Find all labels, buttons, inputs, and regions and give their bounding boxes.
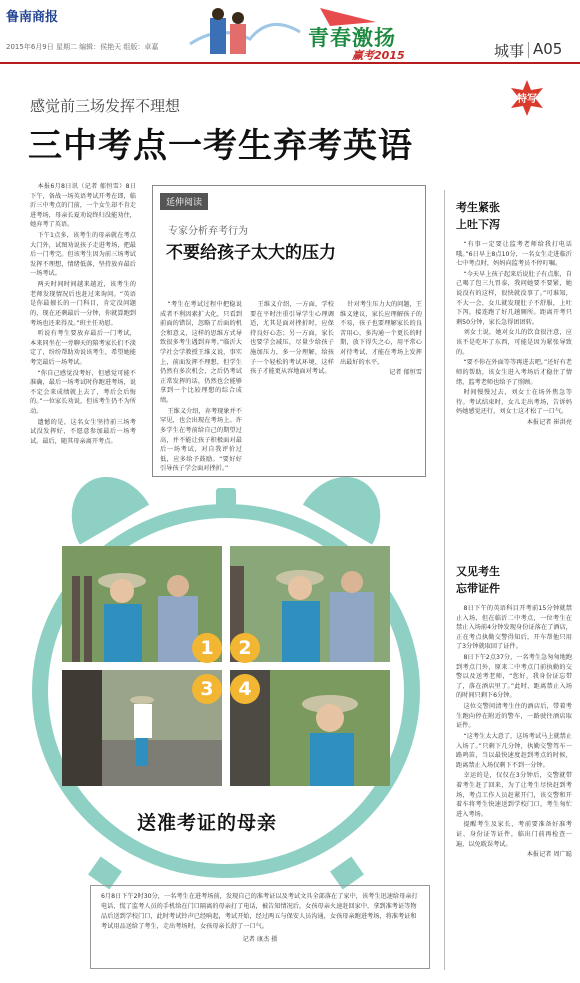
paragraph: “你自己感觉没考好，但感觉可能不准确，最后一场考试时你跑进考场，说不定会来成绩就上去了，考后会后悔的。”一位家长劝说，但该考生仍不为所动。 — [30, 369, 136, 416]
right-story-1-body — [456, 240, 572, 555]
section-divider — [528, 42, 529, 58]
paragraph: 下午1点多，该考生的母亲就在考点大门外，试图劝说孩子走进考场，把最后一门考完。但该考生因为前三场考试发挥不理想，情绪低落，坚持放弃最后一场考试。 — [30, 232, 136, 278]
paragraph: 时间慢慢过去，刘女士在场外焦急等待。考试结束时，女儿走出考场，告诉妈妈她感觉还行，刘女士这才松了一口气。 — [456, 389, 572, 416]
photo-caption-box — [90, 885, 430, 969]
byline: 本报记者 周广聪 — [526, 851, 572, 859]
headline-line: 考生紧张 — [456, 201, 500, 214]
special-feature-badge — [507, 78, 547, 118]
photo-feature-title: 送准考证的母亲 — [137, 812, 278, 834]
paragraph: “今天早上孩子起来后说肚子有点胀，自己喝了包三九胃泰，我问她要不要紧，她说没有的这样，很快就没事了。”可谁知，不大一会，女儿就发现肚子不舒服，上吐下泻，接连跑了好几趟厕所。距离开考只剩50分钟，家长急得团团转。 — [456, 270, 572, 326]
headline-line: 又见考生 — [456, 565, 500, 578]
sidebar-tag: 延伸阅读 — [160, 193, 208, 210]
special-tag-label: 特写 — [517, 94, 537, 105]
paragraph: 听说有考生要放弃最后一门考试，本来同坐在一旁聊天的陪考家长们不淡定了，纷纷帮助劝说该考生，希望她能考完最后一场考试。 — [30, 330, 136, 366]
photo-number-badge: 4 — [230, 674, 260, 704]
lead-story-body — [30, 182, 136, 467]
paragraph: “考生在考试过程中把稳说成者不利因素扩大化，只看到前面的错误，忽略了后面的机会和意义，这样的思维方式导致很多考生遇到弃考。”临沂大学社会学教授王维义说，事实上，前面发挥不理想，但学生仍然有多次机会，之后仍考试正常发挥的话，仍然也会能够拿到一个比较理想的综合成绩。 — [160, 301, 242, 405]
paragraph: “要不你在外面等等再进去吧。”还好有老师的帮助，该女生进入考场后才稳住了情绪，监考老师也给予了照顾。 — [456, 359, 572, 386]
paper-name: 鲁南商报 — [6, 10, 59, 25]
section-name: 城事 — [494, 42, 525, 60]
banner-title: 青春激扬 — [308, 26, 396, 50]
banner-subtitle: 赢考2015 — [352, 49, 405, 62]
paragraph: 8日下午的英语科目开考前15分钟就禁止入场，但在临沂二中考点，一位考生在禁止入场前4分钟发现身份证落在了酒店，正在考点执勤交警得知后，开车帮他只用了3分钟就取回了证件。 — [456, 605, 572, 651]
byline: 本报记者 崔洪亮 — [526, 418, 572, 426]
paragraph: 本报6月8日讯（记者 郁恒雪）8日下午，备战一场英语考试开考在即，临沂三中考点的门前，一个女生却不肯走进考场，母亲长夏劝说终归没能劝住，她弃考了英语。 — [30, 183, 136, 229]
sidebar-headline: 不要给孩子太大的压力 — [166, 243, 336, 263]
sidebar-column-2 — [250, 300, 334, 465]
sidebar-column-3 — [340, 300, 422, 465]
headline-line: 上吐下泻 — [456, 217, 500, 231]
paragraph: “这考生太大意了，这场考试马上就禁止入场了。”只剩下几分钟，执勤交警驾车一路鸣笛，当以最快速度赶到考点的时候，距离禁止入场仅剩下不到一分钟。 — [456, 732, 572, 769]
right-story-2-body — [456, 604, 572, 976]
paragraph: 王维义介绍，弃考现象并不罕见，也会出现在考场上。许多学生在考前给自己的期望过高，并不能让孩子积极面对最后一场考试，对自我评价过低，应多给予鼓励。“要好好引导孩子学会面对挫折。” — [160, 407, 242, 473]
section-code: A05 — [533, 40, 563, 58]
sidebar-column-1 — [160, 300, 242, 473]
paragraph: 提醒考生及家长，考前要准备好准考证、身份证等证件，临出门前再检查一遍，以免耽误考试。 — [456, 821, 572, 848]
paragraph: 两天时间时间越来越近，该考生的老师发现情况后也赶过来询问。“英语是你最擅长的一门科目，肯定没问题的，现在还剩最后一分钟，你就算跑到考场也还来得及。”班主任劝慰。 — [30, 281, 136, 327]
paragraph: 针对考生压力大的问题，王维义建议，家长应理解孩子的不易，孩子也要理解家长的良苦用心，多沟通一个更长的时期，放下得失之心，用平常心对待考试，才能在考场上发挥出最好的水平。 — [340, 301, 422, 366]
photo-caption-text: 6月8日下午2时30分，一名考生在进考场前，发现自己的准考证以及考试文具全部落在了家中，该考生迅速给母亲打电话，慌了监考人员的手机给在门口隔离的母亲打了电话，被告知情况后，女孩母亲火速赶回家中，拿到准考证等物品后送到学校门口，此时考试铃声已经响起，考试开始，经过两五与保安人员沟通，女孩母亲跑进考场，将准考证和考试用品送给了考生，走出考场时，女孩母亲长舒了一口气。 — [101, 893, 418, 930]
paragraph: 遗憾的是，这名女生坚持前三场考试没发挥好，不愿意参加最后一场考试。最后，随其母亲离开考点。 — [30, 418, 136, 445]
paragraph: 这位交警问清考生住的酒店后，带着考生跑向停在附近的警车，一路驶往酒店取证件。 — [456, 703, 572, 730]
sidebar-kicker: 专家分析弃考行为 — [168, 226, 248, 237]
photo-number-badge: 1 — [192, 633, 222, 663]
headline-line: 忘带证件 — [456, 581, 500, 595]
alarm-clock-photo-frame — [22, 478, 430, 878]
column-divider — [444, 190, 445, 970]
photo-caption-byline: 记者 康杰 摄 — [242, 935, 278, 943]
right-story-1-headline — [456, 200, 500, 233]
photo-number-badge: 2 — [230, 633, 260, 663]
story-kicker: 感觉前三场发挥不理想 — [30, 97, 181, 115]
sidebar-byline: 记者 郁恒雪 — [389, 369, 422, 377]
photo-number-badge: 3 — [192, 674, 222, 704]
paragraph: 8日下午2点37分，一名考生急匆匆地跑到考点门外，原来二中考点门前执勤的交警以及送考老师，“您好，我身份证忘带了，落在酒店里了。”此时，距离禁止入场的时间只剩下6分钟。 — [456, 654, 572, 700]
paragraph: 幸运的是，仅仅在3分钟后，交警就带着考生赶了回来，为了让考生尽快赶到考场，考点工作人员赶紧开门，该交警和开着车将考生快速送到学校门口，考生匆忙进入考场。 — [456, 772, 572, 818]
story-headline: 三中考点一考生弃考英语 — [28, 126, 413, 166]
paragraph: 王维义介绍，一方面，学校要在平时注重引导学生心理调适，尤其是面对挫折时，应保持良好心态；另一方面，家长也要学会减压，尽量少给孩子施加压力，多一分理解，给孩子一个轻松的考试环境，这样孩子才能更从容地面对考试。 — [250, 301, 334, 376]
right-story-2-headline — [456, 564, 500, 597]
paragraph: “有事一定要让监考老师给我打电话哦。”6日早上8点10分，一名女生走进临沂七中考点时，妈妈向监考员不停叮嘱。 — [456, 241, 572, 268]
paragraph: 刘女士说，她对女儿的饮食很注意，应该不是吃坏了东西，可能是因为紧张导致的。 — [456, 329, 572, 356]
masthead — [0, 0, 580, 64]
issue-info: 2015年6月9日 星期二 编辑：侯艳天 组版：卓嘉 — [6, 43, 159, 51]
